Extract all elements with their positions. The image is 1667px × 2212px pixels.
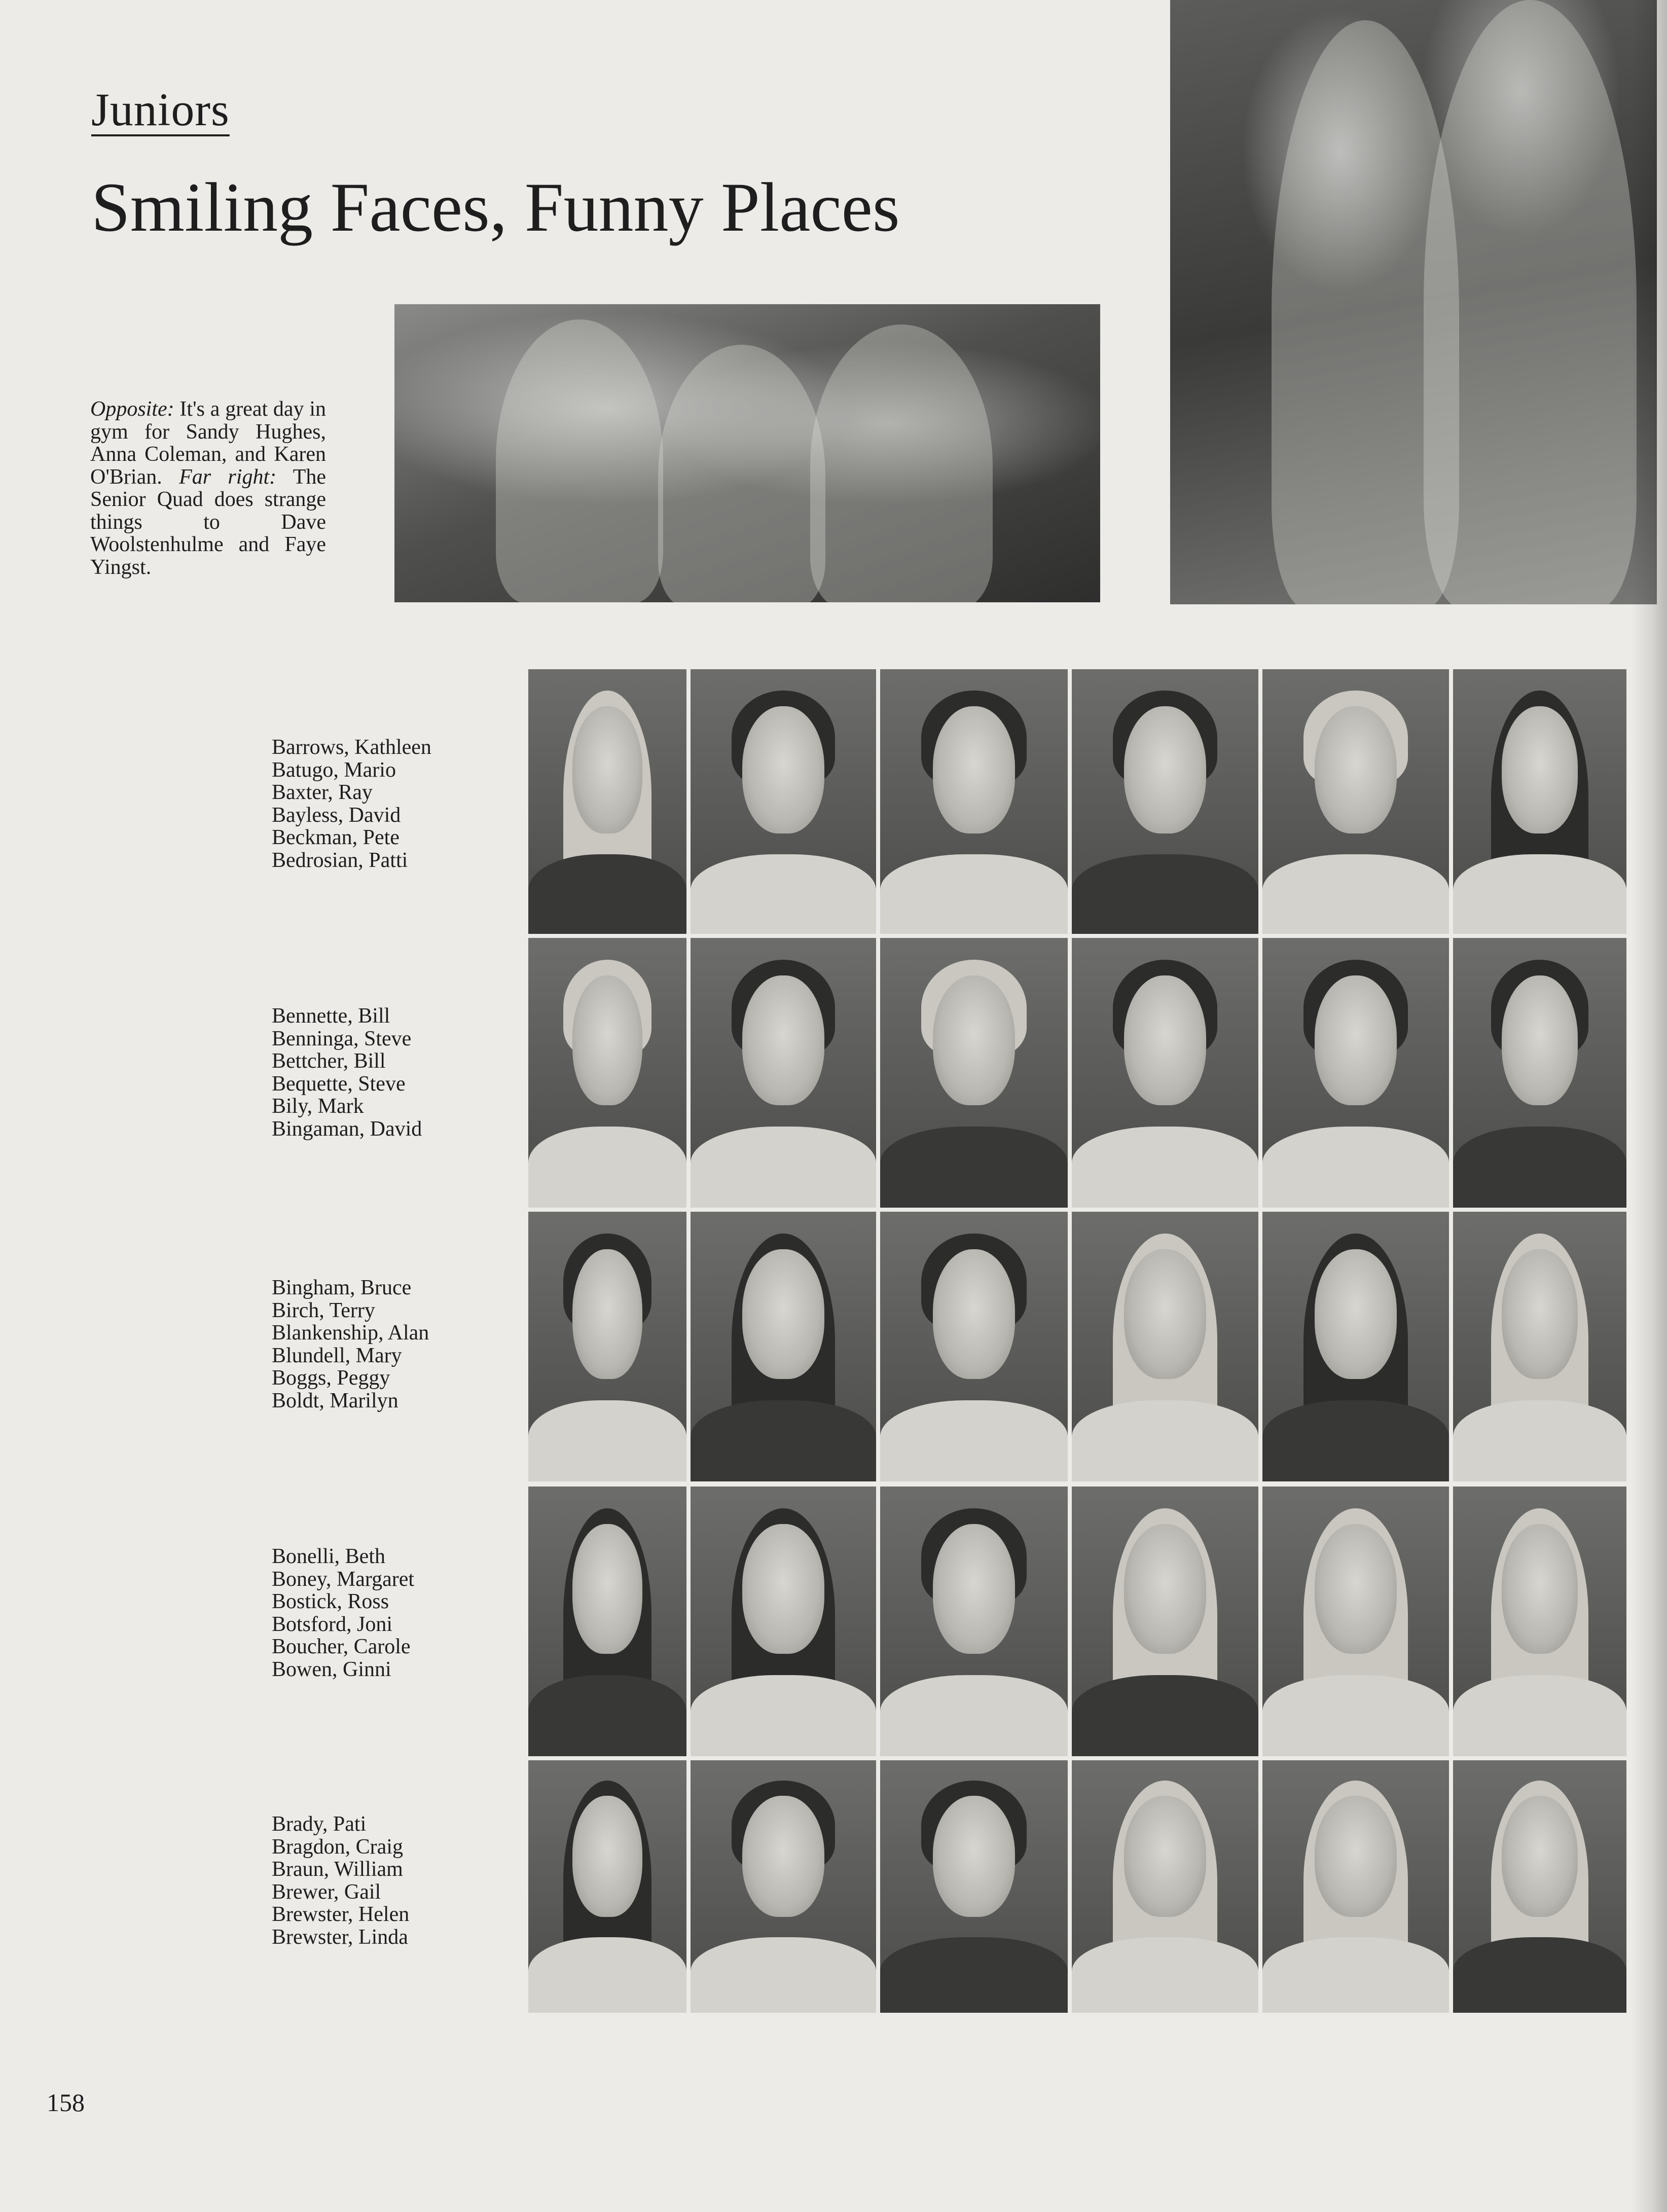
name-list-row-4 (272, 1545, 525, 1681)
student-name: Birch, Terry (272, 1298, 375, 1322)
caption-text-opposite: It's a great day in gym for Sandy Hughes, Anna Coleman, and Karen O'Brian. (90, 397, 326, 489)
student-portrait (880, 938, 1068, 1208)
student-name: Bingham, Bruce (272, 1276, 412, 1299)
student-name: Bily, Mark (272, 1095, 364, 1118)
student-name: Baxter, Ray (272, 781, 373, 804)
student-portrait (691, 669, 876, 934)
student-portrait (1072, 669, 1258, 934)
student-portrait (1262, 938, 1449, 1208)
student-portrait (1262, 1212, 1449, 1481)
student-portrait (1453, 1212, 1626, 1481)
student-name: Brewster, Helen (272, 1903, 410, 1926)
student-name: Bettcher, Bill (272, 1049, 386, 1073)
student-portrait (880, 1212, 1068, 1481)
student-name: Batugo, Mario (272, 758, 396, 782)
student-portrait (528, 1486, 686, 1756)
student-name: Bequette, Steve (272, 1072, 406, 1096)
student-name: Bowen, Ginni (272, 1657, 391, 1681)
student-portrait (1453, 938, 1626, 1208)
student-portrait (1453, 1760, 1626, 2013)
student-portrait (1072, 938, 1258, 1208)
student-name: Botsford, Joni (272, 1612, 393, 1636)
page-number: 158 (47, 2088, 85, 2117)
student-name: Braun, William (272, 1858, 403, 1881)
student-name: Boldt, Marilyn (272, 1389, 398, 1412)
student-portrait (880, 1486, 1068, 1756)
portrait-grid (528, 669, 1626, 2013)
student-portrait (691, 938, 876, 1208)
student-portrait (1072, 1760, 1258, 2013)
student-portrait (528, 1212, 686, 1481)
student-name: Boucher, Carole (272, 1635, 411, 1658)
student-portrait (1262, 1760, 1449, 2013)
student-portrait (1453, 669, 1626, 934)
student-name: Benninga, Steve (272, 1027, 412, 1050)
student-portrait (1072, 1486, 1258, 1756)
student-portrait (691, 1212, 876, 1481)
student-portrait (880, 669, 1068, 934)
student-portrait (1262, 669, 1449, 934)
student-portrait (1262, 1486, 1449, 1756)
student-name: Boney, Margaret (272, 1567, 415, 1591)
student-name: Beckman, Pete (272, 826, 400, 849)
student-portrait (880, 1760, 1068, 2013)
photo-caption (90, 398, 326, 578)
student-name: Bonelli, Beth (272, 1545, 385, 1568)
caption-text-far-right: The Senior Quad does strange things to Dave Woolstenhulme and Faye Yingst. (90, 465, 327, 579)
section-label: Juniors (91, 84, 230, 135)
name-list-row-2 (272, 1005, 525, 1140)
caption-lead-far-right: Far right: (179, 465, 277, 489)
student-name: Blankenship, Alan (272, 1321, 429, 1345)
student-name: Barrows, Kathleen (272, 736, 431, 759)
student-portrait (691, 1486, 876, 1756)
student-name: Bayless, David (272, 803, 401, 827)
name-list-row-3 (272, 1277, 525, 1412)
page-headline: Smiling Faces, Funny Places (91, 168, 900, 246)
caption-lead-opposite: Opposite: (90, 397, 174, 421)
student-name: Brewster, Linda (272, 1925, 408, 1949)
student-portrait (528, 938, 686, 1208)
student-portrait (1453, 1486, 1626, 1756)
binding-shadow (1632, 0, 1667, 2212)
student-portrait (1072, 1212, 1258, 1481)
student-name: Bennette, Bill (272, 1004, 390, 1028)
name-list-row-1 (272, 736, 525, 872)
student-name: Bragdon, Craig (272, 1835, 403, 1859)
student-name: Bedrosian, Patti (272, 848, 408, 872)
student-name: Bostick, Ross (272, 1590, 389, 1613)
name-list-row-5 (272, 1813, 525, 1948)
student-name: Bingaman, David (272, 1117, 422, 1141)
student-portrait (528, 669, 686, 934)
student-name: Brady, Pati (272, 1812, 367, 1836)
gym-group-photo (394, 304, 1100, 602)
student-name: Boggs, Peggy (272, 1366, 390, 1390)
senior-quad-photo (1170, 0, 1657, 604)
student-name: Blundell, Mary (272, 1344, 402, 1367)
student-portrait (691, 1760, 876, 2013)
student-name: Brewer, Gail (272, 1880, 381, 1904)
student-portrait (528, 1760, 686, 2013)
